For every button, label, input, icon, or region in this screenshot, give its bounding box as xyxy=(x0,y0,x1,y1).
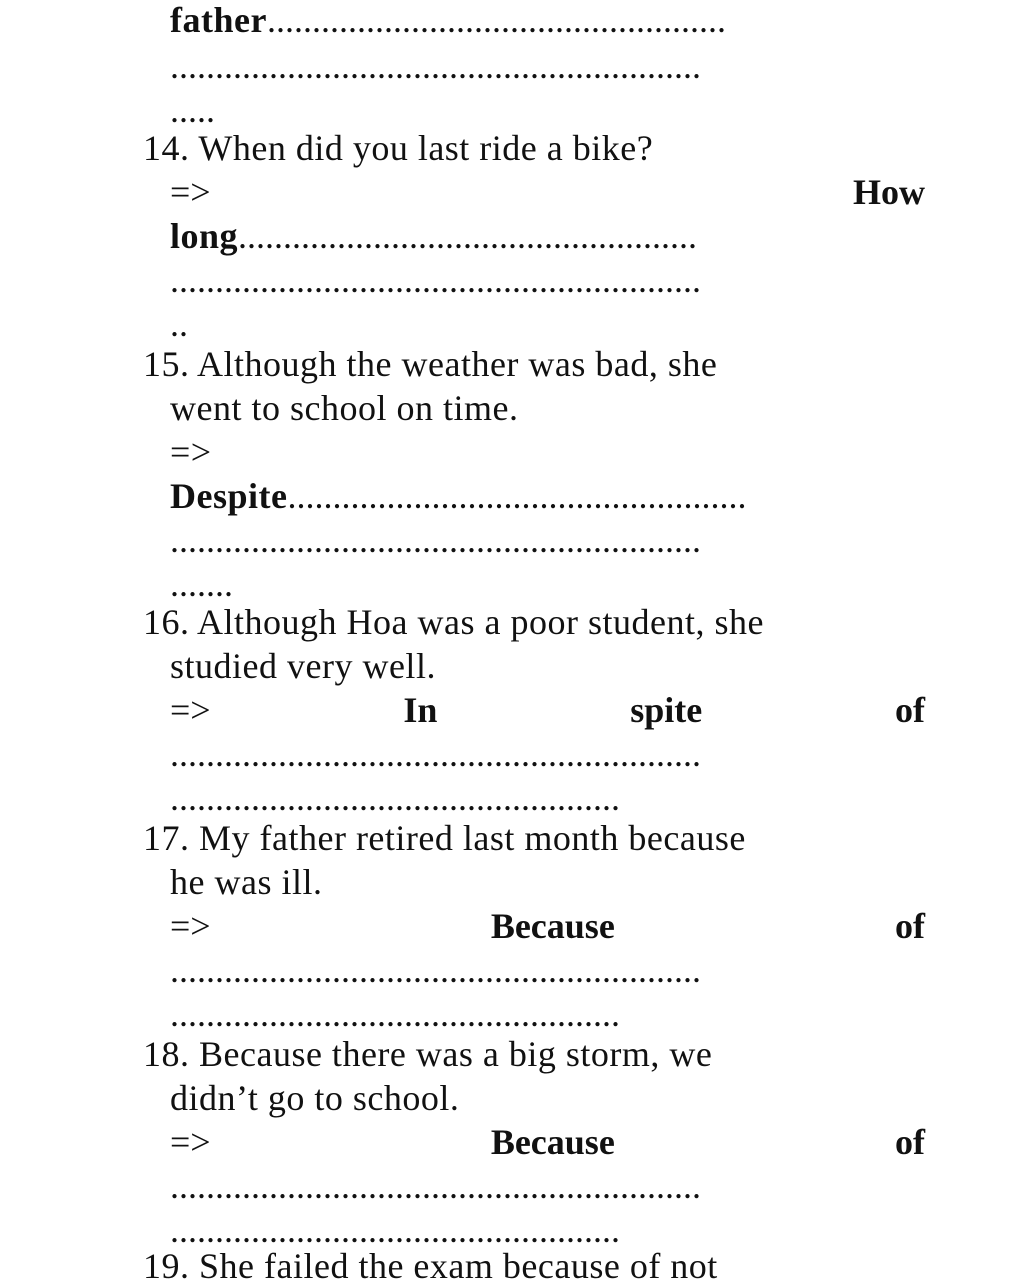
q14-dot-fill: ................................................... xyxy=(238,216,698,256)
q17-dot-line[interactable]: ........................................................... xyxy=(170,950,701,990)
q14-question xyxy=(143,130,653,166)
q13-dot-fill: ................................................... xyxy=(266,0,726,40)
q15-dot-line[interactable]: ........................................................... xyxy=(170,520,701,560)
q15-arrow: => xyxy=(170,432,212,472)
q18-number: 18. xyxy=(143,1034,190,1074)
q14-lead-word: long xyxy=(170,216,239,256)
q14-answer-line[interactable] xyxy=(170,218,697,254)
q19-question xyxy=(143,1248,718,1284)
q17-cue-word: Because xyxy=(490,906,615,946)
q16-cue-word: spite xyxy=(630,690,703,730)
q16-cue-word: of xyxy=(894,690,925,730)
q16-number: 16. xyxy=(143,602,190,642)
q14-number: 14. xyxy=(143,128,190,168)
q15-lead-word: Despite xyxy=(170,476,288,516)
q14-cue: How xyxy=(853,172,925,212)
q15-answer-line[interactable] xyxy=(170,478,746,514)
q17-arrow: => xyxy=(170,906,211,946)
q18-dot-line[interactable]: .................................................. xyxy=(170,1210,620,1250)
q18-dot-line[interactable]: ........................................................... xyxy=(170,1166,701,1206)
q15-dot-fill: ................................................... xyxy=(287,476,747,516)
q16-cue-word: In xyxy=(403,690,438,730)
q19-number: 19. xyxy=(143,1246,190,1286)
q13-lead-word: father xyxy=(170,0,267,40)
q14-question-text: When did you last ride a bike? xyxy=(198,128,654,168)
q13-dot-line[interactable]: ........................................................... xyxy=(170,46,701,86)
q14-arrow: => xyxy=(170,172,211,212)
q13-dot-tail: ..... xyxy=(170,90,215,130)
q17-dot-line[interactable]: .................................................. xyxy=(170,994,620,1034)
q14-dot-line[interactable]: ........................................................... xyxy=(170,260,701,300)
q18-question-line2: didn’t go to school. xyxy=(170,1078,460,1118)
q17-cue-line xyxy=(170,908,925,944)
q15-question xyxy=(143,346,717,382)
q16-dot-line[interactable]: .................................................. xyxy=(170,778,620,818)
q18-question xyxy=(143,1036,712,1072)
q18-cue-line xyxy=(170,1124,925,1160)
q14-cue-line xyxy=(170,174,925,210)
q15-question-line1: Although the weather was bad, she xyxy=(197,344,718,384)
q13-answer-line[interactable] xyxy=(170,2,726,38)
q14-dot-tail: .. xyxy=(170,304,188,344)
q17-question-line1: My father retired last month because xyxy=(199,818,746,858)
q19-question-line1: She failed the exam because of not xyxy=(199,1246,718,1286)
q15-dot-tail: ....... xyxy=(170,564,233,604)
q17-question-line2: he was ill. xyxy=(170,862,323,902)
q17-number: 17. xyxy=(143,818,190,858)
q18-question-line1: Because there was a big storm, we xyxy=(199,1034,713,1074)
q16-dot-line[interactable]: ........................................................... xyxy=(170,734,701,774)
q17-question xyxy=(143,820,746,856)
q15-number: 15. xyxy=(143,344,190,384)
q18-cue-word: of xyxy=(895,1122,925,1162)
q15-question-line2: went to school on time. xyxy=(170,388,519,428)
q18-arrow: => xyxy=(170,1122,211,1162)
q16-question xyxy=(143,604,764,640)
q18-cue-word: Because xyxy=(490,1122,615,1162)
q16-arrow: => xyxy=(170,690,211,730)
q16-cue-line xyxy=(170,692,925,728)
q16-question-line1: Although Hoa was a poor student, she xyxy=(197,602,764,642)
q16-question-line2: studied very well. xyxy=(170,646,436,686)
q17-cue-word: of xyxy=(895,906,925,946)
